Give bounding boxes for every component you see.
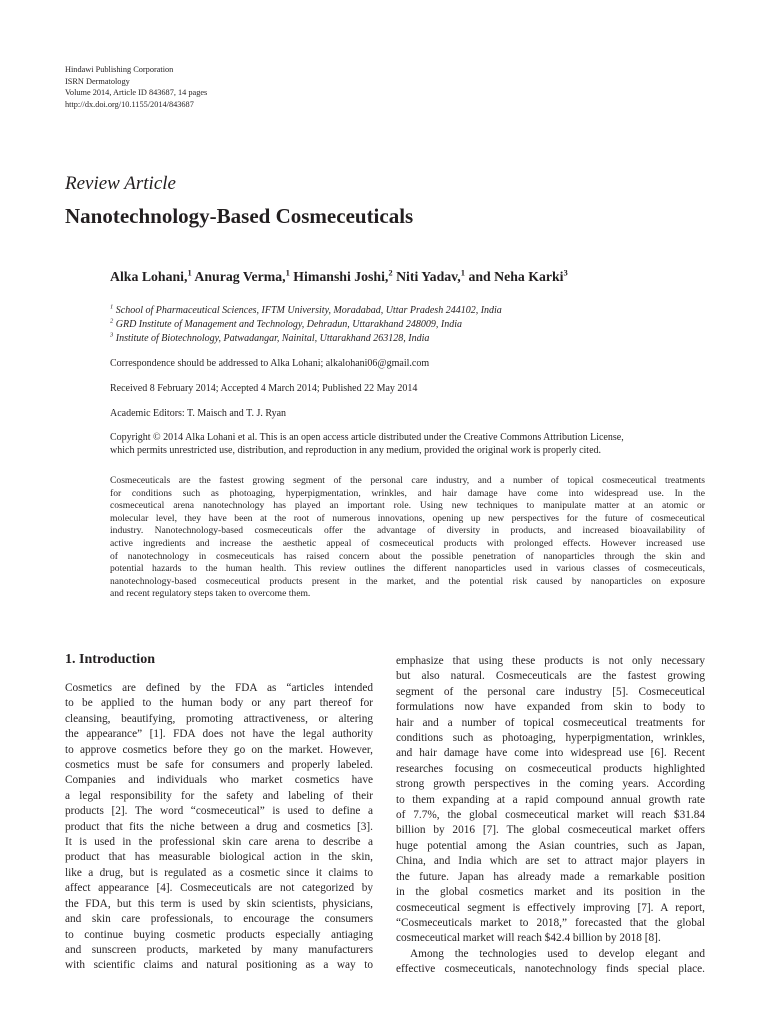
affiliation-mark: 1 bbox=[110, 303, 114, 311]
copyright-line: Copyright © 2014 Alka Lohani et al. This is an open access article distributed under the Creative Commons Attribution License, bbox=[110, 432, 624, 443]
abstract-line: and recent regulatory steps taken to overcome them. bbox=[110, 588, 311, 600]
body-line: a legal responsibility for the safety and labeling of their bbox=[65, 789, 373, 802]
abstract-line: Cosmeceuticals are the fastest growing segment of the personal care industry, and a number of topical cosmeceutical treatments bbox=[110, 475, 705, 486]
affiliation bbox=[110, 333, 429, 344]
abstract-line: active ingredients and increase the aesthetic appeal of cosmeceutical products with prolonged effects. However increased use bbox=[110, 537, 705, 549]
body-line: like a drug, but is regulated as a cosmetic since it claims to bbox=[65, 866, 373, 879]
body-line: and hair damage have come into widespread use [6]. Recent bbox=[396, 747, 705, 760]
body-line: Companies and individuals who market cosmetics have bbox=[65, 774, 373, 787]
body-line: hair and a number of topical cosmeceutical treatments for bbox=[396, 716, 705, 729]
affiliation bbox=[110, 305, 502, 316]
abstract-line: potential hazards to the human health. This review outlines the different nanoparticles used in various classes of cosmeceuticals, bbox=[110, 563, 705, 575]
body-line: cleansing, beautifying, promoting attractiveness, or altering bbox=[65, 712, 373, 725]
body-line: Among the technologies used to develop elegant and bbox=[410, 947, 705, 960]
abstract-line: molecular level, they have been at the root of numerous innovations, opening up new perspectives for the future of cosmeceutical bbox=[110, 512, 705, 524]
article-title: Nanotechnology-Based Cosmeceuticals bbox=[65, 204, 414, 228]
body-column-right bbox=[396, 654, 705, 978]
publisher-name: Hindawi Publishing Corporation bbox=[65, 65, 174, 74]
body-line: conditions such as photoaging, hyperpigmentation, wrinkles, bbox=[396, 732, 705, 745]
correspondence: Correspondence should be addressed to Alka Lohani; alkalohani06@gmail.com bbox=[110, 358, 430, 369]
author-name: Anurag Verma, bbox=[191, 269, 286, 284]
body-line: to be applied to the human body or any part thereof for bbox=[65, 697, 373, 710]
body-line: to them expanding at a rapid compound annual growth rate bbox=[396, 793, 705, 806]
author-name: Alka Lohani, bbox=[110, 269, 188, 284]
journal-name: ISRN Dermatology bbox=[65, 76, 130, 86]
body-line: products [2]. The word “cosmeceutical” is used to define a bbox=[65, 805, 373, 818]
body-line: effective cosmeceuticals, nanotechnology finds special place. bbox=[396, 963, 705, 976]
body-line: to continue buying cosmetic products especially antiaging bbox=[65, 928, 373, 941]
body-line: China, and India which are set to attract major players in bbox=[396, 855, 705, 868]
abstract-line: cosmeceutical arena nanotechnology has played an important role. Using new techniques to manipulate matter at an atomic or bbox=[110, 500, 705, 512]
body-line: but also natural. Cosmeceuticals are the fastest growing bbox=[396, 670, 705, 683]
body-line: strong growth perspectives in the coming years. According bbox=[396, 778, 705, 791]
body-line: “Cosmeceuticals market to 2018,” forecasted that the global bbox=[396, 916, 705, 929]
body-line: It is used in the professional skin care arena to describe a bbox=[65, 836, 373, 849]
body-line: segment of the personal care industry [5]. Cosmeceutical bbox=[396, 685, 705, 698]
body-line: the future. Japan has already made a remarkable position bbox=[396, 870, 705, 883]
body-line: cosmeceutical segment is effectively improving [7]. A report, bbox=[396, 901, 705, 914]
body-line: the FDA, but this term is used by skin scientists, physicians, bbox=[65, 897, 373, 910]
body-line: product that fits the niche between a drug and cosmetics [3]. bbox=[65, 820, 373, 833]
affiliation-text: Institute of Biotechnology, Patwadangar, Nainital, Uttarakhand 263128, India bbox=[113, 333, 430, 344]
author-name: Niti Yadav, bbox=[392, 269, 461, 284]
affiliation-mark: 2 bbox=[110, 317, 114, 325]
body-line: affect appearance [4]. Cosmeceuticals are not categorized by bbox=[65, 882, 373, 895]
body-column-left bbox=[65, 681, 373, 974]
body-line: of 7.7%, the global cosmeceutical market will reach $31.84 bbox=[396, 809, 705, 822]
affiliation-text: GRD Institute of Management and Technology, Dehradun, Uttarakhand 248009, India bbox=[113, 319, 463, 330]
abstract-line: industry. Nanotechnology-based cosmeceuticals offer the advantage of diversity in products, and increased bioavailability of bbox=[110, 525, 705, 537]
author-name: Himanshi Joshi, bbox=[289, 269, 389, 284]
academic-editors: Academic Editors: T. Maisch and T. J. Ryan bbox=[110, 408, 287, 419]
body-line: with scientific claims and natural positioning as a way to bbox=[65, 959, 373, 972]
body-line: the appearance” [1]. FDA does not have the legal authority bbox=[65, 728, 373, 741]
body-line: Cosmetics are defined by the FDA as “articles intended bbox=[65, 682, 373, 694]
body-line: to approve cosmetics before they go on the market. However, bbox=[65, 743, 373, 756]
copyright-line: which permits unrestricted use, distribution, and reproduction in any medium, provided the original work is properly cited. bbox=[110, 444, 602, 456]
abstract bbox=[110, 475, 705, 601]
author-name: and Neha Karki bbox=[465, 269, 564, 284]
article-type: Review Article bbox=[65, 173, 176, 194]
abstract-line: of nanotechnology in cosmeceuticals has raised concern about the possible penetration of nanoparticles through the skin and bbox=[110, 550, 705, 562]
journal-header bbox=[65, 64, 207, 110]
section-heading: 1. Introduction bbox=[65, 652, 155, 667]
author-affiliation-mark: 3 bbox=[563, 267, 568, 278]
affiliation-mark: 3 bbox=[110, 331, 114, 339]
author-affiliation-mark: 1 bbox=[460, 267, 465, 278]
body-line: researches focusing on cosmeceutical products highlighted bbox=[396, 762, 705, 775]
author-affiliation-mark: 1 bbox=[285, 267, 290, 278]
body-line: cosmetics must be safe for consumers and properly labeled. bbox=[65, 759, 373, 772]
paper-page bbox=[65, 0, 705, 1024]
body-line: in the global cosmetics market and its position in the bbox=[396, 886, 705, 899]
body-line: cosmeceutical market will reach $42.4 billion by 2018 [8]. bbox=[396, 932, 661, 945]
body-line: and sunscreen products, marketed by many manufacturers bbox=[65, 943, 373, 956]
body-line: product that has measurable biological action in the skin, bbox=[65, 851, 373, 864]
affiliation-text: School of Pharmaceutical Sciences, IFTM University, Moradabad, Uttar Pradesh 244102, India bbox=[113, 305, 502, 316]
body-line: formulations now have expanded from skin to body to bbox=[396, 701, 705, 714]
body-line: huge potential among the Asian countries, such as Japan, bbox=[396, 839, 705, 852]
author-affiliation-mark: 1 bbox=[187, 267, 192, 278]
author-affiliation-mark: 2 bbox=[388, 267, 393, 278]
abstract-line: nanotechnology-based cosmeceutical products present in the market, and the potential risk caused by nanoparticles on exposure bbox=[110, 575, 705, 587]
publication-dates: Received 8 February 2014; Accepted 4 March 2014; Published 22 May 2014 bbox=[110, 383, 418, 394]
author-list bbox=[110, 269, 568, 285]
doi-link[interactable]: http://dx.doi.org/10.1155/2014/843687 bbox=[65, 99, 194, 109]
affiliation bbox=[110, 319, 462, 330]
body-line: emphasize that using these products is not only necessary bbox=[396, 655, 705, 667]
volume-info: Volume 2014, Article ID 843687, 14 pages bbox=[65, 88, 208, 98]
copyright-notice bbox=[110, 432, 705, 457]
abstract-line: for conditions such as photoaging, hyperpigmentation, wrinkles, and hair damage have come into widespread use. In the bbox=[110, 487, 705, 499]
body-line: and skin care professionals, to encourage the consumers bbox=[65, 913, 373, 926]
body-line: billion by 2016 [7]. The global cosmeceutical market offers bbox=[396, 824, 705, 837]
